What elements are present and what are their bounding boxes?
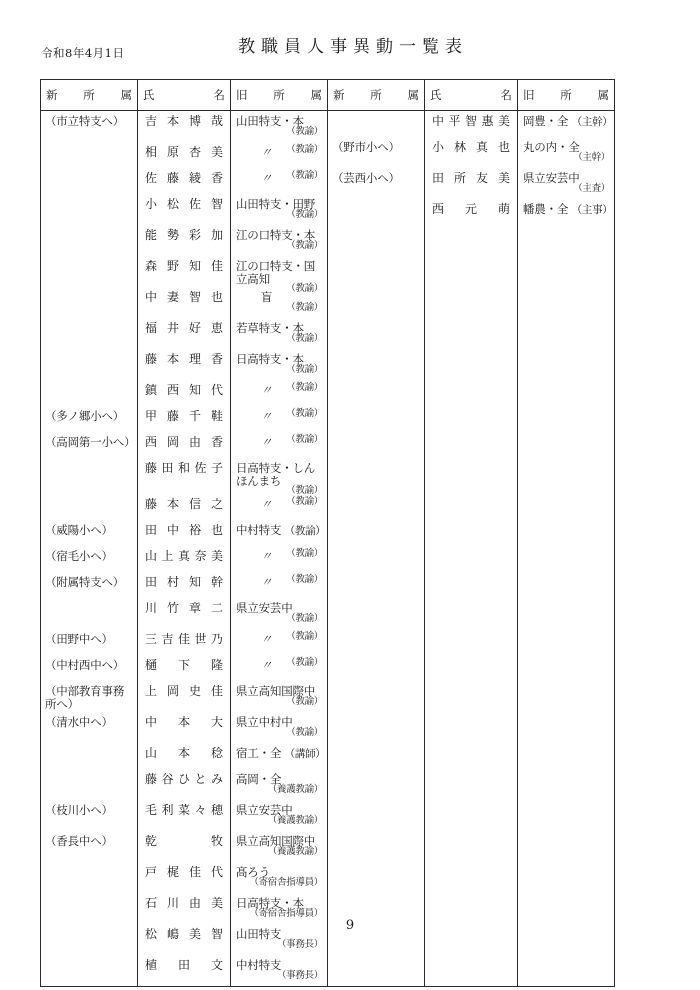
row-name — [425, 168, 517, 199]
row-new-affiliation — [41, 432, 137, 458]
ditto-mark: 〃 — [260, 171, 273, 185]
person-name: 毛利菜々穂 — [145, 803, 223, 817]
new-affiliation-text: （多ノ郷小へ） — [45, 409, 125, 423]
person-name: 西元萌 — [432, 202, 510, 216]
row-name — [138, 318, 230, 349]
row-name — [138, 380, 230, 406]
ditto-mark: 〃 — [260, 632, 273, 646]
new-affiliation-text: （枝川小へ） — [45, 803, 113, 817]
transfer-table — [40, 79, 615, 987]
person-name: 田所友美 — [432, 171, 510, 185]
row-old-affiliation — [231, 800, 327, 831]
old-affiliation-text — [231, 520, 327, 538]
old-affiliation-text — [231, 349, 327, 374]
post-title: （教諭） — [286, 612, 323, 624]
row-old-affiliation — [231, 629, 327, 655]
new-affiliation-list-left — [41, 111, 137, 986]
row-old-affiliation — [518, 137, 614, 168]
row-new-affiliation — [41, 520, 137, 546]
row-new-affiliation — [41, 769, 137, 800]
post-title: （養護教諭） — [267, 814, 323, 826]
row-name — [138, 194, 230, 225]
new-affiliation-text: （中村西中へ） — [45, 658, 125, 672]
person-name: 藤本信之 — [145, 497, 223, 511]
ditto-mark: 〃 — [260, 497, 273, 511]
row-name — [138, 349, 230, 380]
row-name — [138, 629, 230, 655]
cell-name-right — [425, 111, 518, 987]
old-affiliation-text — [231, 598, 327, 623]
row-new-affiliation — [41, 546, 137, 572]
post-title: （教諭） — [286, 573, 323, 585]
old-affiliation-text — [231, 168, 327, 185]
row-old-affiliation — [231, 168, 327, 194]
new-affiliation-text: （香長中へ） — [45, 834, 113, 848]
row-new-affiliation — [41, 655, 137, 681]
new-affiliation-text: （高岡第一小へ） — [45, 435, 136, 449]
institution-name: 宿工・全 — [236, 746, 282, 760]
row-name — [138, 168, 230, 194]
row-name — [138, 862, 230, 893]
row-old-affiliation — [231, 406, 327, 432]
ditto-mark: 〃 — [260, 383, 273, 397]
old-affiliation-text — [231, 655, 327, 672]
post-title: （主事） — [571, 204, 613, 216]
row-name — [138, 142, 230, 168]
institution-name: 県立安芸中 — [523, 171, 580, 185]
page-number: 9 — [345, 918, 355, 933]
old-affiliation-text — [231, 494, 327, 511]
person-name: 佐藤綾香 — [145, 171, 223, 185]
post-title: （教諭） — [286, 547, 323, 559]
person-name: 能勢彩加 — [145, 228, 223, 242]
new-affiliation-text: （野市小へ） — [332, 140, 400, 154]
row-new-affiliation — [328, 168, 424, 199]
old-affiliation-text — [231, 318, 327, 343]
post-title: （教諭） — [286, 495, 323, 507]
row-name — [138, 494, 230, 520]
row-new-affiliation — [41, 349, 137, 380]
header-row — [41, 80, 615, 111]
person-name: 甲藤千鞋 — [145, 409, 223, 423]
row-new-affiliation — [41, 406, 137, 432]
header-label: 氏 名 — [430, 88, 512, 102]
old-affiliation-text — [231, 629, 327, 646]
row-name — [138, 111, 230, 142]
row-name — [138, 655, 230, 681]
institution-name: 県立高知国際中 — [236, 834, 316, 848]
ditto-mark: 〃 — [260, 145, 273, 159]
row-name — [138, 225, 230, 256]
row-name — [425, 137, 517, 168]
post-title: （講師） — [284, 748, 326, 760]
institution-name: 江の口特支・国立高知 — [236, 259, 316, 286]
old-affiliation-text — [231, 769, 327, 794]
person-name: 松嶋美智 — [145, 927, 223, 941]
old-affiliation-text — [231, 955, 327, 980]
institution-name: 県立中村中 — [236, 715, 293, 729]
row-old-affiliation — [231, 546, 327, 572]
post-title: （養護教諭） — [267, 845, 323, 857]
row-new-affiliation — [328, 137, 424, 168]
row-old-affiliation — [231, 572, 327, 598]
row-name — [138, 520, 230, 546]
row-name — [425, 199, 517, 225]
cell-name-left — [138, 111, 231, 987]
old-affiliation-text — [231, 194, 327, 219]
old-affiliation-text — [231, 380, 327, 397]
page-title: 教職員人事異動一覧表 — [238, 37, 468, 57]
old-affiliation-text — [231, 712, 327, 737]
person-name: 上岡史佳 — [145, 684, 223, 698]
new-affiliation-text: （中部教育事務所へ） — [45, 684, 125, 711]
institution-name: 丸の内・全 — [523, 140, 580, 154]
ditto-mark: 〃 — [260, 435, 273, 449]
person-name: 石川由美 — [145, 896, 223, 910]
row-name — [138, 743, 230, 769]
institution-name: 江の口特支・本 — [236, 228, 316, 242]
old-affiliation-text — [231, 287, 327, 312]
old-affiliation-text — [231, 831, 327, 856]
old-affiliation-text — [518, 137, 614, 162]
person-name: 田中裕也 — [145, 523, 223, 537]
column-header-name-right — [425, 80, 518, 111]
post-title: （教諭） — [286, 208, 323, 220]
row-new-affiliation — [41, 256, 137, 287]
ditto-mark: 〃 — [260, 658, 273, 672]
person-name: 戸梶佳代 — [145, 865, 223, 879]
row-new-affiliation — [41, 572, 137, 598]
institution-name: 岡豊・全 — [523, 114, 569, 128]
post-title: （事務長） — [276, 969, 323, 981]
person-name: 山上真奈美 — [145, 549, 223, 563]
row-old-affiliation — [231, 769, 327, 800]
post-title: （教諭） — [286, 143, 323, 155]
row-old-affiliation — [231, 318, 327, 349]
post-title: （事務長） — [276, 938, 323, 950]
row-new-affiliation — [41, 225, 137, 256]
row-new-affiliation — [41, 194, 137, 225]
old-affiliation-text — [231, 142, 327, 159]
post-title: （教諭） — [286, 485, 323, 497]
row-name — [138, 256, 230, 287]
person-name: 森野知佳 — [145, 259, 223, 273]
institution-name: 山田特支 — [236, 927, 282, 941]
header-label: 旧 所 属 — [236, 88, 322, 102]
institution-name: 日高特支・しんほんまち — [236, 461, 316, 488]
person-name: 小林真也 — [432, 140, 510, 154]
row-name — [138, 800, 230, 831]
row-old-affiliation — [231, 955, 327, 986]
row-new-affiliation — [41, 955, 137, 986]
row-name — [138, 546, 230, 572]
row-name — [138, 406, 230, 432]
header-label: 新 所 属 — [46, 88, 132, 102]
row-old-affiliation — [231, 432, 327, 458]
row-new-affiliation — [328, 199, 424, 225]
old-affiliation-text — [231, 546, 327, 563]
row-old-affiliation — [518, 168, 614, 199]
person-name: 三吉佳世乃 — [145, 632, 223, 646]
post-title: （養護教諭） — [267, 783, 323, 795]
row-old-affiliation — [518, 199, 614, 225]
institution-name: 県立安芸中 — [236, 803, 293, 817]
new-affiliation-text: （田野中へ） — [45, 632, 113, 646]
table-body-row — [41, 111, 615, 987]
person-name: 藤谷ひとみ — [145, 772, 223, 786]
header-label: 新 所 属 — [333, 88, 419, 102]
cell-old-affiliation-right — [518, 111, 615, 987]
row-old-affiliation — [231, 598, 327, 629]
institution-name: 若草特支・本 — [236, 321, 304, 335]
row-new-affiliation — [41, 287, 137, 318]
old-affiliation-text — [231, 111, 327, 136]
ditto-mark: 〃 — [260, 575, 273, 589]
header-label: 氏 名 — [143, 88, 225, 102]
row-old-affiliation — [231, 458, 327, 497]
name-list-left — [138, 111, 230, 986]
row-name — [138, 712, 230, 743]
row-old-affiliation — [231, 655, 327, 681]
column-header-old-affiliation-left — [231, 80, 328, 111]
row-old-affiliation — [231, 520, 327, 546]
person-name: 吉本博哉 — [145, 114, 223, 128]
old-affiliation-text — [231, 800, 327, 825]
row-old-affiliation — [231, 681, 327, 712]
row-new-affiliation — [41, 380, 137, 406]
row-new-affiliation — [41, 142, 137, 168]
post-title: （教諭） — [286, 630, 323, 642]
row-new-affiliation — [41, 111, 137, 142]
person-name: 植田文 — [145, 958, 223, 972]
old-affiliation-text — [518, 111, 614, 129]
header-label: 旧 所 属 — [523, 88, 609, 102]
institution-name: 県立安芸中 — [236, 601, 293, 615]
row-name — [138, 458, 230, 494]
person-name: 樋下隆 — [145, 658, 223, 672]
row-old-affiliation — [518, 111, 614, 137]
cell-new-affiliation-right — [328, 111, 425, 987]
row-new-affiliation — [41, 629, 137, 655]
post-title: （教諭） — [286, 695, 323, 707]
row-name — [138, 432, 230, 458]
old-affiliation-list-left — [231, 111, 327, 986]
post-title: （教諭） — [286, 169, 323, 181]
person-name: 小松佐智 — [145, 197, 223, 211]
row-old-affiliation — [231, 712, 327, 743]
institution-name: 山田特支・田野 — [236, 197, 316, 211]
old-affiliation-text — [231, 572, 327, 589]
row-name — [138, 572, 230, 598]
row-old-affiliation — [231, 494, 327, 520]
row-new-affiliation — [41, 458, 137, 494]
table-header — [41, 80, 615, 111]
old-affiliation-text — [231, 406, 327, 423]
row-old-affiliation — [231, 256, 327, 295]
post-title: （教諭） — [286, 407, 323, 419]
post-title: （教諭） — [286, 239, 323, 251]
row-new-affiliation — [41, 712, 137, 743]
institution-name: 山田特支・本 — [236, 114, 304, 128]
institution-name: 日高特支・本 — [236, 896, 304, 910]
row-old-affiliation — [231, 111, 327, 142]
ditto-mark: 〃 — [260, 409, 273, 423]
post-title: （教諭） — [286, 301, 323, 313]
old-affiliation-text — [231, 681, 327, 706]
row-name — [425, 111, 517, 137]
column-header-new-affiliation-right — [328, 80, 425, 111]
institution-name: 幡農・全 — [523, 202, 569, 216]
transfer-table-container — [40, 79, 613, 987]
column-header-new-affiliation-left — [41, 80, 138, 111]
person-name: 藤本理香 — [145, 352, 223, 366]
row-new-affiliation — [41, 743, 137, 769]
cell-new-affiliation-left — [41, 111, 138, 987]
new-affiliation-text: （威陽小へ） — [45, 523, 113, 537]
old-affiliation-list-right — [518, 111, 614, 225]
row-new-affiliation — [41, 831, 137, 862]
old-affiliation-text — [231, 432, 327, 449]
old-affiliation-text — [231, 862, 327, 887]
row-old-affiliation — [231, 142, 327, 168]
post-title: （寄宿舎指導員） — [249, 907, 323, 919]
institution-name: 日高特支・本 — [236, 352, 304, 366]
post-title: （主幹） — [571, 116, 613, 128]
post-title: （教諭） — [286, 332, 323, 344]
institution-name: 中村特支 — [236, 958, 282, 972]
post-title: （教諭） — [286, 363, 323, 375]
row-name — [138, 287, 230, 318]
new-affiliation-text: （宿毛小へ） — [45, 549, 113, 563]
row-new-affiliation — [41, 681, 137, 712]
row-name — [138, 769, 230, 800]
document-date: 令和8年4月1日 — [41, 46, 125, 60]
person-name: 福井好恵 — [145, 321, 223, 335]
person-name: 中本大 — [145, 715, 223, 729]
new-affiliation-list-right — [328, 111, 424, 225]
old-affiliation-text — [518, 199, 614, 217]
institution-name: 盲 — [260, 290, 273, 304]
person-name: 田村知幹 — [145, 575, 223, 589]
row-new-affiliation — [41, 862, 137, 893]
row-old-affiliation — [231, 194, 327, 225]
post-title: （主査） — [573, 182, 610, 194]
post-title: （教諭） — [284, 525, 326, 537]
new-affiliation-text: （附属特支へ） — [45, 575, 125, 589]
person-name: 川竹章二 — [145, 601, 223, 615]
institution-name: 中村特支 — [236, 523, 282, 537]
row-name — [138, 598, 230, 629]
post-title: （教諭） — [286, 726, 323, 738]
old-affiliation-text — [231, 225, 327, 250]
institution-name: 高岡・全 — [236, 772, 282, 786]
old-affiliation-text — [231, 458, 327, 496]
institution-name: 県立高知国際中 — [236, 684, 316, 698]
row-new-affiliation — [328, 111, 424, 137]
column-header-name-left — [138, 80, 231, 111]
person-name: 中平智惠美 — [432, 114, 510, 128]
row-new-affiliation — [41, 168, 137, 194]
row-old-affiliation — [231, 287, 327, 318]
row-old-affiliation — [231, 380, 327, 406]
new-affiliation-text: （市立特支へ） — [45, 114, 125, 128]
new-affiliation-text: （芸西小へ） — [332, 171, 400, 185]
old-affiliation-text — [518, 168, 614, 193]
person-name: 山本稔 — [145, 746, 223, 760]
row-old-affiliation — [231, 831, 327, 862]
post-title: （教諭） — [286, 381, 323, 393]
row-old-affiliation — [231, 743, 327, 769]
row-old-affiliation — [231, 862, 327, 893]
person-name: 中妻智也 — [145, 290, 223, 304]
table-body — [41, 111, 615, 987]
new-affiliation-text: （清水中へ） — [45, 715, 113, 729]
row-name — [138, 831, 230, 862]
post-title: （教諭） — [286, 125, 323, 137]
row-old-affiliation — [231, 349, 327, 380]
person-name: 鎮西知代 — [145, 383, 223, 397]
person-name: 西岡由香 — [145, 435, 223, 449]
column-header-old-affiliation-right — [518, 80, 615, 111]
institution-name: 髙ろう — [236, 865, 270, 879]
post-title: （寄宿舎指導員） — [249, 876, 323, 888]
name-list-right — [425, 111, 517, 225]
post-title: （教諭） — [286, 433, 323, 445]
row-new-affiliation — [41, 800, 137, 831]
ditto-mark: 〃 — [260, 549, 273, 563]
row-name — [138, 955, 230, 986]
person-name: 乾牧 — [145, 834, 223, 848]
post-title: （教諭） — [286, 283, 323, 295]
post-title: （教諭） — [286, 656, 323, 668]
row-old-affiliation — [231, 225, 327, 256]
row-new-affiliation — [41, 318, 137, 349]
old-affiliation-text — [231, 743, 327, 761]
row-new-affiliation — [41, 598, 137, 629]
row-name — [138, 681, 230, 712]
old-affiliation-text — [231, 893, 327, 918]
cell-old-affiliation-left — [231, 111, 328, 987]
post-title: （主幹） — [573, 151, 610, 163]
person-name: 相原杏美 — [145, 145, 223, 159]
row-new-affiliation — [41, 494, 137, 520]
person-name: 藤田和佐子 — [145, 461, 223, 475]
